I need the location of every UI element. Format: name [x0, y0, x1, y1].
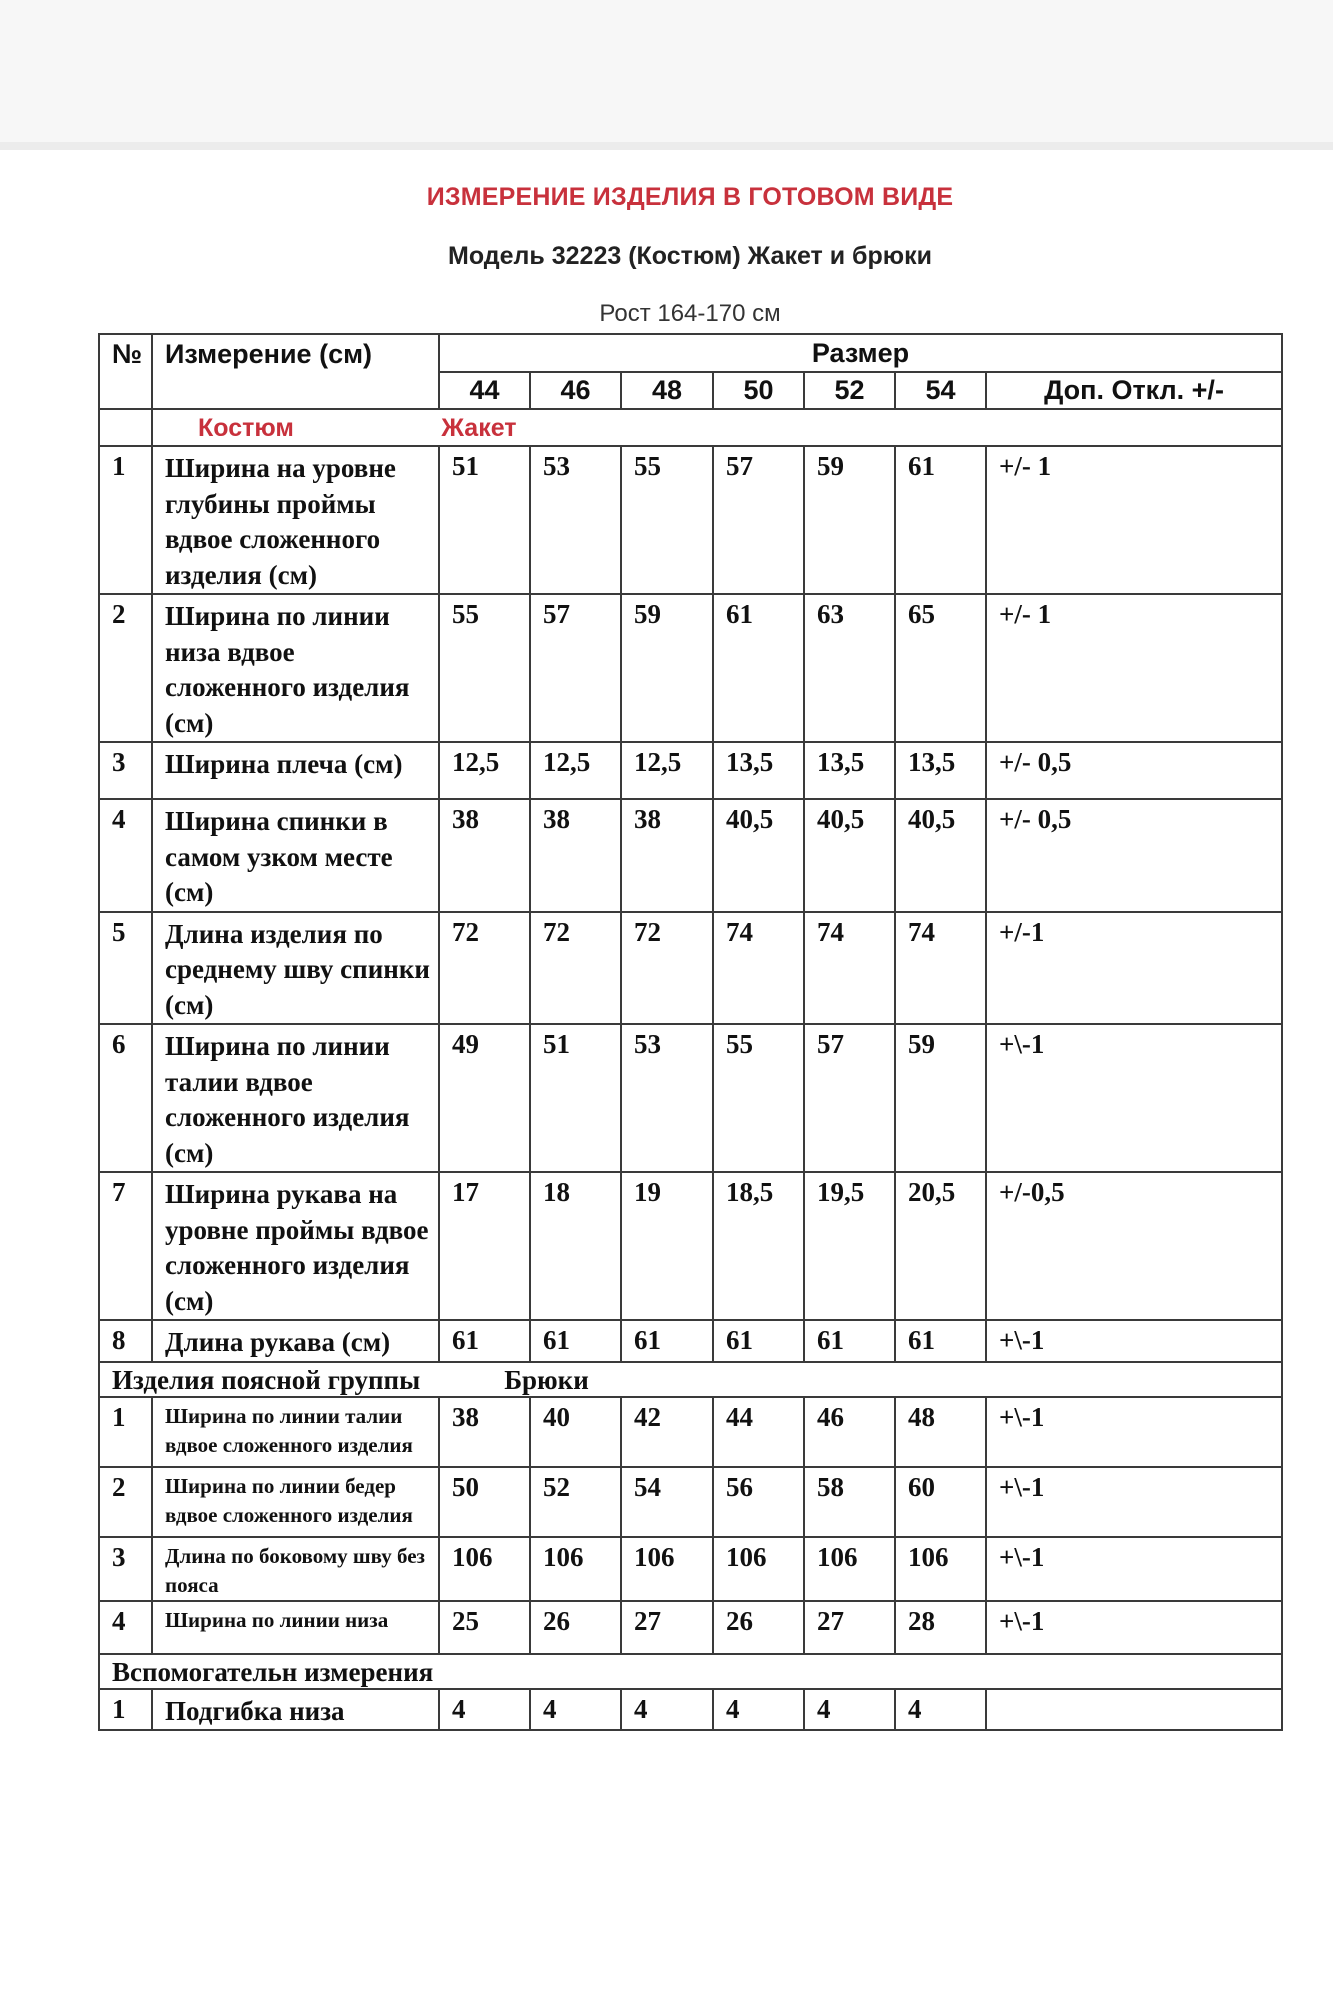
row-number: 7: [99, 1172, 152, 1320]
value-size-44: 51: [439, 446, 530, 594]
value-size-50: 61: [713, 1320, 804, 1362]
jacket-row-2: [99, 594, 1282, 742]
section-pants-right: Брюки: [504, 1364, 589, 1395]
value-size-46: 53: [530, 446, 621, 594]
value-size-54: 59: [895, 1024, 986, 1172]
measurement-name: Ширина по линии бедер вдвое сложенного изделия: [152, 1467, 439, 1537]
value-size-46: 106: [530, 1537, 621, 1601]
measurement-table: [98, 333, 1283, 1731]
tolerance: +/- 0,5: [986, 799, 1282, 912]
value-size-48: 54: [621, 1467, 713, 1537]
value-size-44: 38: [439, 1397, 530, 1467]
value-size-48: 27: [621, 1601, 713, 1654]
row-number: 4: [99, 799, 152, 912]
value-size-54: 4: [895, 1689, 986, 1731]
value-size-50: 13,5: [713, 742, 804, 799]
value-size-52: 57: [804, 1024, 895, 1172]
section-pants-left-section: [99, 1362, 1282, 1397]
value-size-46: 57: [530, 594, 621, 742]
value-size-54: 20,5: [895, 1172, 986, 1320]
pants-row-4: [99, 1601, 1282, 1654]
measurement-name: Ширина по линии талии вдвое сложенного изделия (см): [152, 1024, 439, 1172]
value-size-50: 57: [713, 446, 804, 594]
row-number: 3: [99, 1537, 152, 1601]
height-range: Рост 164-170 см: [599, 300, 781, 327]
value-size-48: 55: [621, 446, 713, 594]
value-size-52: 59: [804, 446, 895, 594]
document-title: ИЗМЕРЕНИЕ ИЗДЕЛИЯ В ГОТОВОМ ВИДЕ: [426, 183, 954, 211]
tolerance: +/- 1: [986, 446, 1282, 594]
value-size-44: 72: [439, 912, 530, 1025]
value-size-50: 40,5: [713, 799, 804, 912]
jacket-row-7: [99, 1172, 1282, 1320]
tolerance: +\-1: [986, 1320, 1282, 1362]
header-size: Размер: [439, 334, 1282, 372]
size-46: 46: [530, 372, 621, 409]
value-size-44: 50: [439, 1467, 530, 1537]
section-aux-section: [99, 1654, 1282, 1689]
value-size-50: 18,5: [713, 1172, 804, 1320]
value-size-46: 26: [530, 1601, 621, 1654]
jacket-row-5: [99, 912, 1282, 1025]
value-size-50: 61: [713, 594, 804, 742]
value-size-44: 4: [439, 1689, 530, 1731]
section-pants-left: Изделия поясной группы: [112, 1364, 421, 1395]
size-54: 54: [895, 372, 986, 409]
value-size-44: 49: [439, 1024, 530, 1172]
header-tolerance: Доп. Откл. +/-: [986, 372, 1282, 409]
value-size-54: 60: [895, 1467, 986, 1537]
value-size-54: 61: [895, 446, 986, 594]
value-size-52: 27: [804, 1601, 895, 1654]
tolerance: +\-1: [986, 1024, 1282, 1172]
value-size-50: 106: [713, 1537, 804, 1601]
aux-row-1: [99, 1689, 1282, 1731]
tolerance: +/- 0,5: [986, 742, 1282, 799]
row-number: 1: [99, 1689, 152, 1731]
value-size-50: 44: [713, 1397, 804, 1467]
value-size-50: 56: [713, 1467, 804, 1537]
value-size-48: 106: [621, 1537, 713, 1601]
jacket-row-4: [99, 799, 1282, 912]
jacket-row-8: [99, 1320, 1282, 1362]
value-size-44: 106: [439, 1537, 530, 1601]
value-size-46: 51: [530, 1024, 621, 1172]
tolerance: +\-1: [986, 1397, 1282, 1467]
pants-row-2: [99, 1467, 1282, 1537]
tolerance: [986, 1689, 1282, 1731]
measurement-name: Ширина по линии низа вдвое сложенного изделия (см): [152, 594, 439, 742]
value-size-48: 61: [621, 1320, 713, 1362]
value-size-52: 58: [804, 1467, 895, 1537]
value-size-52: 46: [804, 1397, 895, 1467]
value-size-54: 48: [895, 1397, 986, 1467]
value-size-48: 53: [621, 1024, 713, 1172]
pants-row-3: [99, 1537, 1282, 1601]
tolerance: +/- 1: [986, 594, 1282, 742]
value-size-52: 19,5: [804, 1172, 895, 1320]
header-number: №: [99, 334, 152, 409]
value-size-46: 52: [530, 1467, 621, 1537]
row-number: 5: [99, 912, 152, 1025]
measurement-name: Ширина спинки в самом узком месте (см): [152, 799, 439, 912]
value-size-50: 4: [713, 1689, 804, 1731]
row-number: 1: [99, 1397, 152, 1467]
size-48: 48: [621, 372, 713, 409]
jacket-row-6: [99, 1024, 1282, 1172]
value-size-52: 61: [804, 1320, 895, 1362]
value-size-44: 38: [439, 799, 530, 912]
row-number: 6: [99, 1024, 152, 1172]
value-size-46: 18: [530, 1172, 621, 1320]
value-size-54: 65: [895, 594, 986, 742]
row-number: 8: [99, 1320, 152, 1362]
value-size-50: 26: [713, 1601, 804, 1654]
value-size-44: 55: [439, 594, 530, 742]
measurement-name: Подгибка низа: [152, 1689, 439, 1731]
value-size-46: 38: [530, 799, 621, 912]
top-background: [0, 0, 1333, 142]
value-size-54: 28: [895, 1601, 986, 1654]
section-jacket-right: Жакет: [441, 414, 517, 442]
measurement-name: Ширина на уровне глубины проймы вдвое сложенного изделия (см): [152, 446, 439, 594]
section-spacer: [99, 409, 152, 446]
row-number: 1: [99, 446, 152, 594]
value-size-50: 74: [713, 912, 804, 1025]
value-size-52: 74: [804, 912, 895, 1025]
row-number: 3: [99, 742, 152, 799]
measurement-name: Ширина плеча (см): [152, 742, 439, 799]
section-jacket: [152, 409, 1282, 446]
measurement-name: Длина по боковому шву без пояса: [152, 1537, 439, 1601]
row-number: 2: [99, 1467, 152, 1537]
value-size-48: 38: [621, 799, 713, 912]
value-size-46: 61: [530, 1320, 621, 1362]
value-size-54: 13,5: [895, 742, 986, 799]
value-size-46: 12,5: [530, 742, 621, 799]
value-size-48: 19: [621, 1172, 713, 1320]
value-size-52: 63: [804, 594, 895, 742]
value-size-48: 59: [621, 594, 713, 742]
value-size-54: 40,5: [895, 799, 986, 912]
tolerance: +/-1: [986, 912, 1282, 1025]
size-44: 44: [439, 372, 530, 409]
value-size-50: 55: [713, 1024, 804, 1172]
value-size-46: 4: [530, 1689, 621, 1731]
jacket-row-1: [99, 446, 1282, 594]
header-measurement: Измерение (см): [152, 334, 439, 409]
value-size-52: 106: [804, 1537, 895, 1601]
value-size-52: 40,5: [804, 799, 895, 912]
tolerance: +\-1: [986, 1537, 1282, 1601]
value-size-54: 106: [895, 1537, 986, 1601]
measurement-name: Длина рукава (см): [152, 1320, 439, 1362]
measurement-name: Ширина по линии талии вдвое сложенного изделия: [152, 1397, 439, 1467]
tolerance: +\-1: [986, 1601, 1282, 1654]
pants-row-1: [99, 1397, 1282, 1467]
measurement-name: Ширина рукава на уровне проймы вдвое сложенного изделия (см): [152, 1172, 439, 1320]
value-size-48: 42: [621, 1397, 713, 1467]
value-size-48: 12,5: [621, 742, 713, 799]
section-aux: Вспомогательн измерения: [112, 1656, 434, 1687]
value-size-44: 61: [439, 1320, 530, 1362]
measurement-name: Длина изделия по среднему шву спинки (см): [152, 912, 439, 1025]
value-size-48: 72: [621, 912, 713, 1025]
value-size-48: 4: [621, 1689, 713, 1731]
row-number: 4: [99, 1601, 152, 1654]
value-size-44: 25: [439, 1601, 530, 1654]
tolerance: +\-1: [986, 1467, 1282, 1537]
value-size-54: 74: [895, 912, 986, 1025]
section-jacket-left: Костюм: [198, 414, 294, 442]
size-50: 50: [713, 372, 804, 409]
measurement-name: Ширина по линии низа: [152, 1601, 439, 1654]
row-number: 2: [99, 594, 152, 742]
model-subtitle: Модель 32223 (Костюм) Жакет и брюки: [448, 242, 932, 270]
value-size-54: 61: [895, 1320, 986, 1362]
tolerance: +/-0,5: [986, 1172, 1282, 1320]
value-size-44: 17: [439, 1172, 530, 1320]
value-size-44: 12,5: [439, 742, 530, 799]
size-52: 52: [804, 372, 895, 409]
top-divider: [0, 142, 1333, 150]
value-size-52: 4: [804, 1689, 895, 1731]
value-size-46: 40: [530, 1397, 621, 1467]
value-size-46: 72: [530, 912, 621, 1025]
value-size-52: 13,5: [804, 742, 895, 799]
jacket-row-3: [99, 742, 1282, 799]
